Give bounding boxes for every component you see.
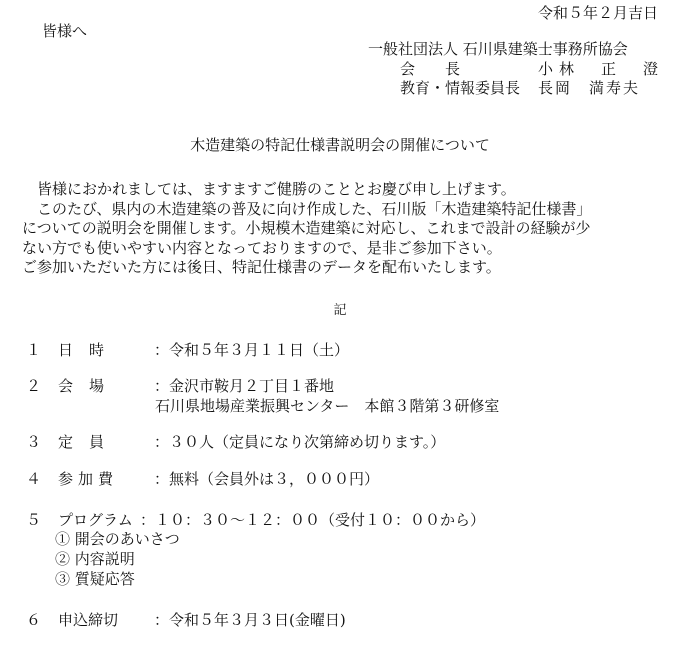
body-line: についての説明会を開催します。小規模木造建築に対応し、これまで設計の経験が少 bbox=[22, 219, 591, 237]
program-item: ② 内容説明 bbox=[55, 550, 135, 568]
program-item: ① 開会のあいさつ bbox=[55, 530, 180, 548]
document-title: 木造建築の特記仕様書説明会の開催について bbox=[190, 136, 490, 154]
item-number: ３ bbox=[26, 433, 42, 451]
item-program bbox=[26, 511, 485, 529]
item-number: １ bbox=[26, 341, 42, 359]
item-label: 申込締切 bbox=[58, 611, 119, 629]
item-venue bbox=[26, 377, 334, 395]
item-number: ５ bbox=[26, 511, 42, 529]
item-venue-line2: 石川県地場産業振興センター 本館３階第３研修室 bbox=[155, 397, 500, 415]
body-line: ご参加いただいた方には後日、特記仕様書のデータを配布いたします。 bbox=[22, 258, 501, 276]
item-label: プログラム bbox=[58, 511, 133, 529]
item-number: ６ bbox=[26, 611, 42, 629]
item-value: ：令和５年３月１１日（土） bbox=[154, 341, 350, 359]
item-label: 定員 bbox=[58, 433, 121, 451]
body-line: ない方でも使いやすい内容となっておりますので、是非ご参加下さい。 bbox=[22, 238, 502, 257]
ki-heading: 記 bbox=[333, 303, 347, 318]
greeting: 皆様へ bbox=[42, 22, 88, 40]
document-date: 令和５年２月吉日 bbox=[537, 4, 658, 22]
signer-role-president: 会 長 bbox=[400, 60, 461, 78]
signer-role-committee: 教育・情報委員長 bbox=[400, 79, 521, 97]
body-line: このたび、県内の木造建築の普及に向け作成した、石川版「木造建築特記仕様書」 bbox=[22, 199, 592, 218]
item-capacity bbox=[26, 433, 445, 451]
body-text bbox=[22, 180, 591, 278]
program-item: ③ 質疑応答 bbox=[55, 570, 135, 588]
item-value: ：３０人（定員になり次第締め切ります。） bbox=[154, 433, 446, 451]
item-value: ：金沢市鞍月２丁目１番地 bbox=[154, 377, 335, 395]
item-deadline bbox=[26, 611, 346, 629]
item-value: ：令和５年３月３日(金曜日) bbox=[154, 611, 346, 629]
item-label: 会場 bbox=[58, 377, 121, 395]
item-number: ２ bbox=[26, 377, 42, 395]
item-label: 参加費 bbox=[58, 470, 119, 488]
item-label: 日時 bbox=[58, 341, 121, 359]
item-date bbox=[26, 341, 349, 359]
signer-name-president: 小林 正 澄 bbox=[538, 60, 665, 78]
body-line: 皆様におかれましては、ますますご健勝のこととお慶び申し上げます。 bbox=[22, 180, 516, 198]
item-fee bbox=[26, 470, 379, 488]
item-value: ：１０：３０～１２：００（受付１０：００から） bbox=[140, 511, 486, 529]
organization-name: 一般社団法人 石川県建築士事務所協会 bbox=[368, 40, 628, 58]
signer-name-committee: 長岡 満寿夫 bbox=[538, 79, 641, 97]
item-number: ４ bbox=[26, 470, 42, 488]
item-value: ：無料（会員外は３，０００円） bbox=[154, 470, 380, 488]
